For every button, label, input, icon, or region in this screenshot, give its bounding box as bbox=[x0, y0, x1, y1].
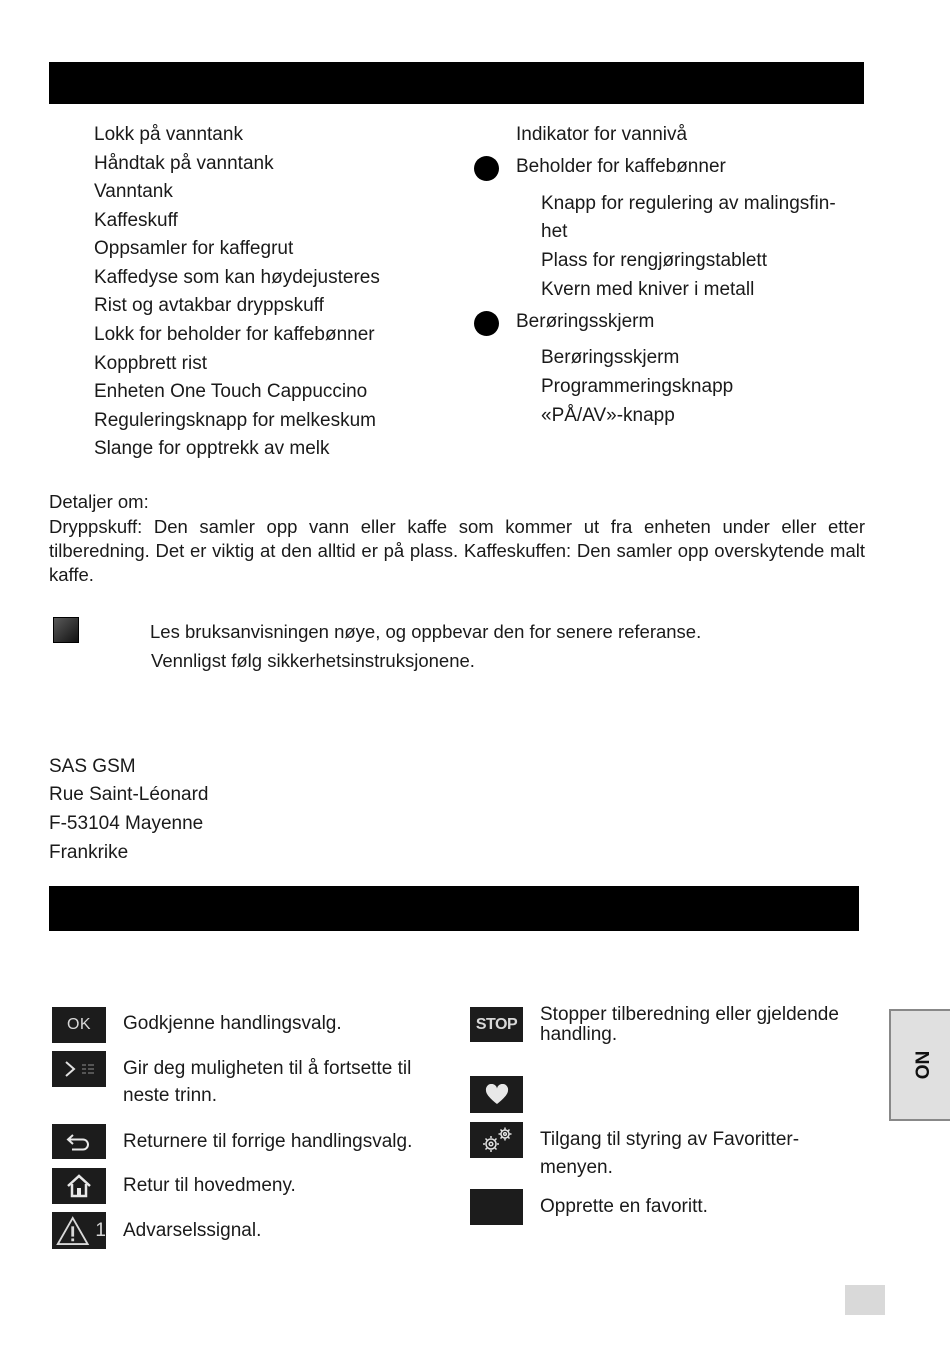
list-item: Plass for rengjøringstablett bbox=[541, 250, 767, 271]
address-line: Rue Saint-Léonard bbox=[49, 784, 209, 805]
icon-description: Godkjenne handlingsvalg. bbox=[123, 1013, 342, 1034]
list-item: Berøringsskjerm bbox=[516, 311, 655, 332]
list-item: Reguleringsknapp for melkeskum bbox=[94, 410, 376, 431]
back-arrow-icon bbox=[52, 1124, 106, 1159]
notice-line-2: Vennligst følg sikkerhetsinstruksjonene. bbox=[151, 650, 475, 671]
address-line: Frankrike bbox=[49, 842, 129, 863]
icon-description: Tilgang til styring av Favoritter- bbox=[540, 1129, 800, 1150]
list-item: Programmeringsknapp bbox=[541, 376, 734, 397]
icon-description: neste trinn. bbox=[123, 1085, 217, 1106]
icon-description: handling. bbox=[540, 1024, 618, 1045]
icon-description: Retur til hovedmeny. bbox=[123, 1175, 296, 1196]
details-body: Dryppskuff: Den samler opp vann eller kaffe som kommer ut fra enheten under eller etter tilberedning. Det er viktig at den alltid er på plass. Kaffeskuffen: Den samler opp overskytende malt kaffe. bbox=[49, 516, 865, 585]
details-heading: Detaljer om: bbox=[49, 491, 149, 512]
create-favorite-icon bbox=[470, 1189, 523, 1225]
list-item: Indikator for vannivå bbox=[516, 124, 688, 145]
list-item: Lokk på vanntank bbox=[94, 124, 243, 145]
icon-description: Gir deg muligheten til å fortsette til bbox=[123, 1058, 412, 1079]
list-item: Vanntank bbox=[94, 181, 173, 202]
gears-icon bbox=[470, 1122, 523, 1158]
icon-description: Returnere til forrige handlingsvalg. bbox=[123, 1131, 413, 1152]
list-item: Håndtak på vanntank bbox=[94, 153, 274, 174]
address-line: SAS GSM bbox=[49, 756, 136, 777]
list-item: Enheten One Touch Cappuccino bbox=[94, 381, 368, 402]
bullet-dot-icon bbox=[474, 156, 499, 181]
list-item: Berøringsskjerm bbox=[541, 347, 680, 368]
list-item: «PÅ/AV»-knapp bbox=[541, 405, 675, 426]
icon-description: Opprette en favoritt. bbox=[540, 1196, 708, 1217]
heart-icon bbox=[470, 1076, 523, 1113]
list-item: Oppsamler for kaffegrut bbox=[94, 238, 294, 259]
icon-description: Advarselssignal. bbox=[123, 1220, 262, 1241]
section-header-bar-bottom bbox=[49, 886, 859, 931]
warning-count-badge: 1 bbox=[95, 1219, 106, 1241]
icon-description: Stopper tilberedning eller gjeldende bbox=[540, 1004, 839, 1025]
bullet-dot-icon bbox=[474, 311, 499, 336]
icon-description: menyen. bbox=[540, 1157, 613, 1178]
home-icon bbox=[52, 1168, 106, 1204]
list-item: Beholder for kaffebønner bbox=[516, 156, 726, 177]
ok-icon: OK bbox=[52, 1007, 106, 1043]
stop-icon: STOP bbox=[470, 1007, 523, 1042]
language-tab: NO bbox=[889, 1009, 950, 1121]
list-item: Lokk for beholder for kaffebønner bbox=[94, 324, 375, 345]
list-item: Kvern med kniver i metall bbox=[541, 279, 755, 300]
address-line: F-53104 Mayenne bbox=[49, 813, 204, 834]
page-number-box bbox=[845, 1285, 885, 1315]
notice-square-icon bbox=[53, 617, 79, 643]
list-item: Rist og avtakbar dryppskuff bbox=[94, 295, 324, 316]
list-item: het bbox=[541, 221, 568, 242]
list-item: Koppbrett rist bbox=[94, 353, 207, 374]
warning-icon bbox=[52, 1212, 106, 1249]
list-item: Slange for opptrekk av melk bbox=[94, 438, 330, 459]
list-item: Kaffeskuff bbox=[94, 210, 178, 231]
next-step-icon bbox=[52, 1051, 106, 1087]
list-item: Knapp for regulering av malingsfin- bbox=[541, 193, 836, 214]
section-header-bar-top bbox=[49, 62, 864, 104]
list-item: Kaffedyse som kan høydejusteres bbox=[94, 267, 380, 288]
notice-line-1: Les bruksanvisningen nøye, og oppbevar den for senere referanse. bbox=[150, 621, 702, 642]
